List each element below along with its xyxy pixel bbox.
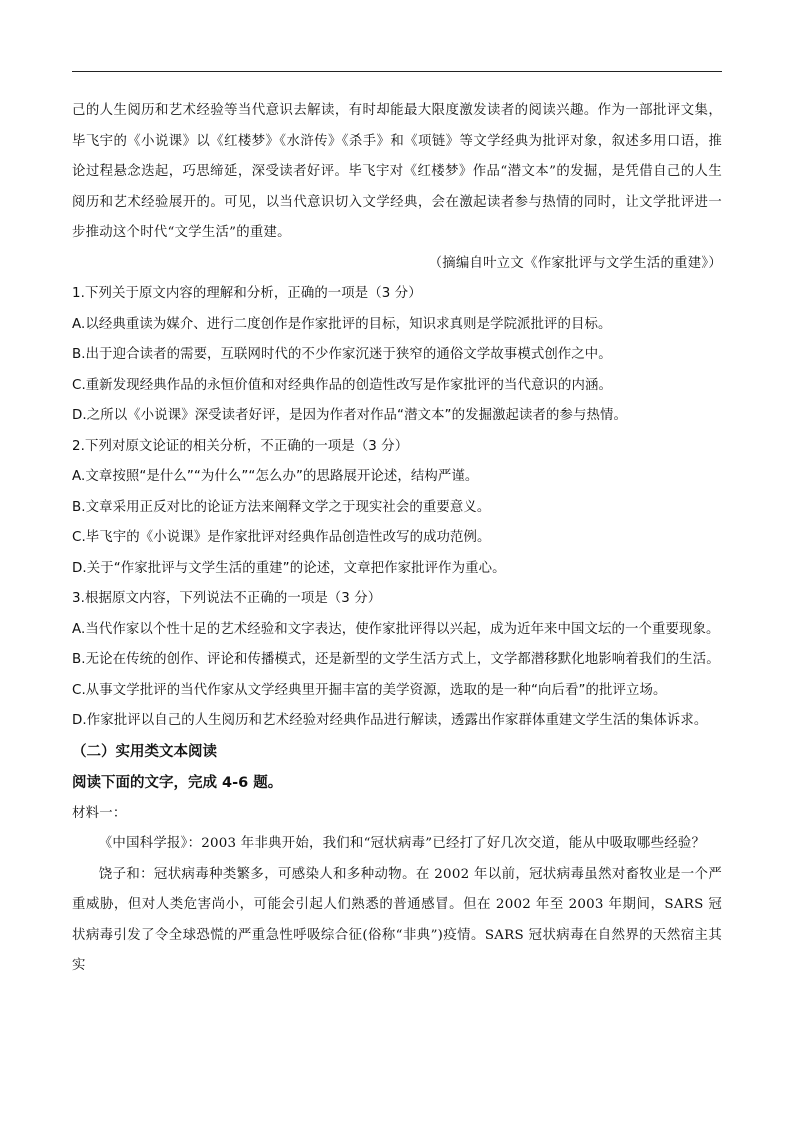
option-d: D.作家批评以自己的人生阅历和艺术经验对经典作品进行解读，透露出作家群体重建文学生活的集体诉求。 xyxy=(72,713,708,728)
option-b: B.出于迎合读者的需要，互联网时代的不少作家沉迷于狭窄的通俗文学故事模式创作之中。 xyxy=(72,347,612,362)
option-a: A.以经典重读为媒介、进行二度创作是作家批评的目标，知识求真则是学院派批评的目标。 xyxy=(72,316,612,332)
option-d: D.之所以《小说课》深受读者好评，是因为作者对作品“潜文本”的发掘激起读者的参与热情。 xyxy=(72,408,627,423)
page-content xyxy=(72,96,722,982)
material-paragraph: 饶子和：冠状病毒种类繁多，可感染人和多种动物。在 2002 年以前，冠状病毒虽然对畜牧业是一个严重威胁，但对人类危害尚小，可能会引起人们熟悉的普通感冒。但在 2002 年至 2003 年期间，SARS 冠状病毒引发了令全球恐慌的严重急性呼吸综合征(俗称“非典”)疫情。SARS 冠状病毒在自然界的天然宿主其实 xyxy=(72,866,722,973)
question-1 xyxy=(72,279,722,432)
passage-paragraph: 己的人生阅历和艺术经验等当代意识去解读，有时却能最大限度激发读者的阅读兴趣。作为一部批评文集，毕飞宇的《小说课》以《红楼梦》《水浒传》《杀手》和《项链》等文学经典为批评对象，叙述多用口语，推论过程悬念迭起，巧思缔延，深受读者好评。毕飞宇对《红楼梦》作品“潜文本”的发掘，是凭借自己的人生阅历和艺术经验展开的。可见，以当代意识切入文学经典，会在激起读者参与热情的同时，让文学批评进一步推动这个时代“文学生活”的重建。 xyxy=(72,103,722,240)
option-a: A.当代作家以个性十足的艺术经验和文字表达，使作家批评得以兴起，成为近年来中国文坛的一个重要现象。 xyxy=(72,621,720,637)
option-a: A.文章按照“是什么”“为什么”“怎么办”的思路展开论述，结构严谨。 xyxy=(72,469,479,484)
option-b: B.无论在传统的创作、评论和传播模式，还是新型的文学生活方式上，文学都潜移默化地影响着我们的生活。 xyxy=(72,652,720,667)
material-paragraph: 《中国科学报》：2003 年非典开始，我们和“冠状病毒”已经打了好几次交道，能从中吸取哪些经验？ xyxy=(98,836,706,851)
task-heading: 阅读下面的文字，完成 4-6 题。 xyxy=(72,774,283,791)
question-stem: 1.下列关于原文内容的理解和分析，正确的一项是（3 分） xyxy=(72,286,422,301)
header-rule xyxy=(72,71,722,72)
material-label: 材料一： xyxy=(72,805,127,821)
question-stem: 3.根据原文内容，下列说法不正确的一项是（3 分） xyxy=(72,591,382,606)
option-b: B.文章采用正反对比的论证方法来阐释文学之于现实社会的重要意义。 xyxy=(72,499,491,515)
question-stem: 2.下列对原文论证的相关分析，不正确的一项是（3 分） xyxy=(72,438,409,454)
option-d: D.关于“作家批评与文学生活的重建”的论述，文章把作家批评作为重心。 xyxy=(72,560,506,576)
section-heading: （二）实用类文本阅读 xyxy=(72,743,217,760)
option-c: C.重新发现经典作品的永恒价值和对经典作品的创造性改写是作家批评的当代意识的内涵。 xyxy=(72,377,612,393)
source-note: （摘编自叶立文《作家批评与文学生活的重建》） xyxy=(428,255,722,271)
question-2 xyxy=(72,432,722,585)
option-c: C.从事文学批评的当代作家从文学经典里开掘丰富的美学资源，选取的是一种“向后看”的批评立场。 xyxy=(72,682,667,698)
option-c: C.毕飞宇的《小说课》是作家批评对经典作品创造性改写的成功范例。 xyxy=(72,530,491,545)
question-3 xyxy=(72,584,722,737)
